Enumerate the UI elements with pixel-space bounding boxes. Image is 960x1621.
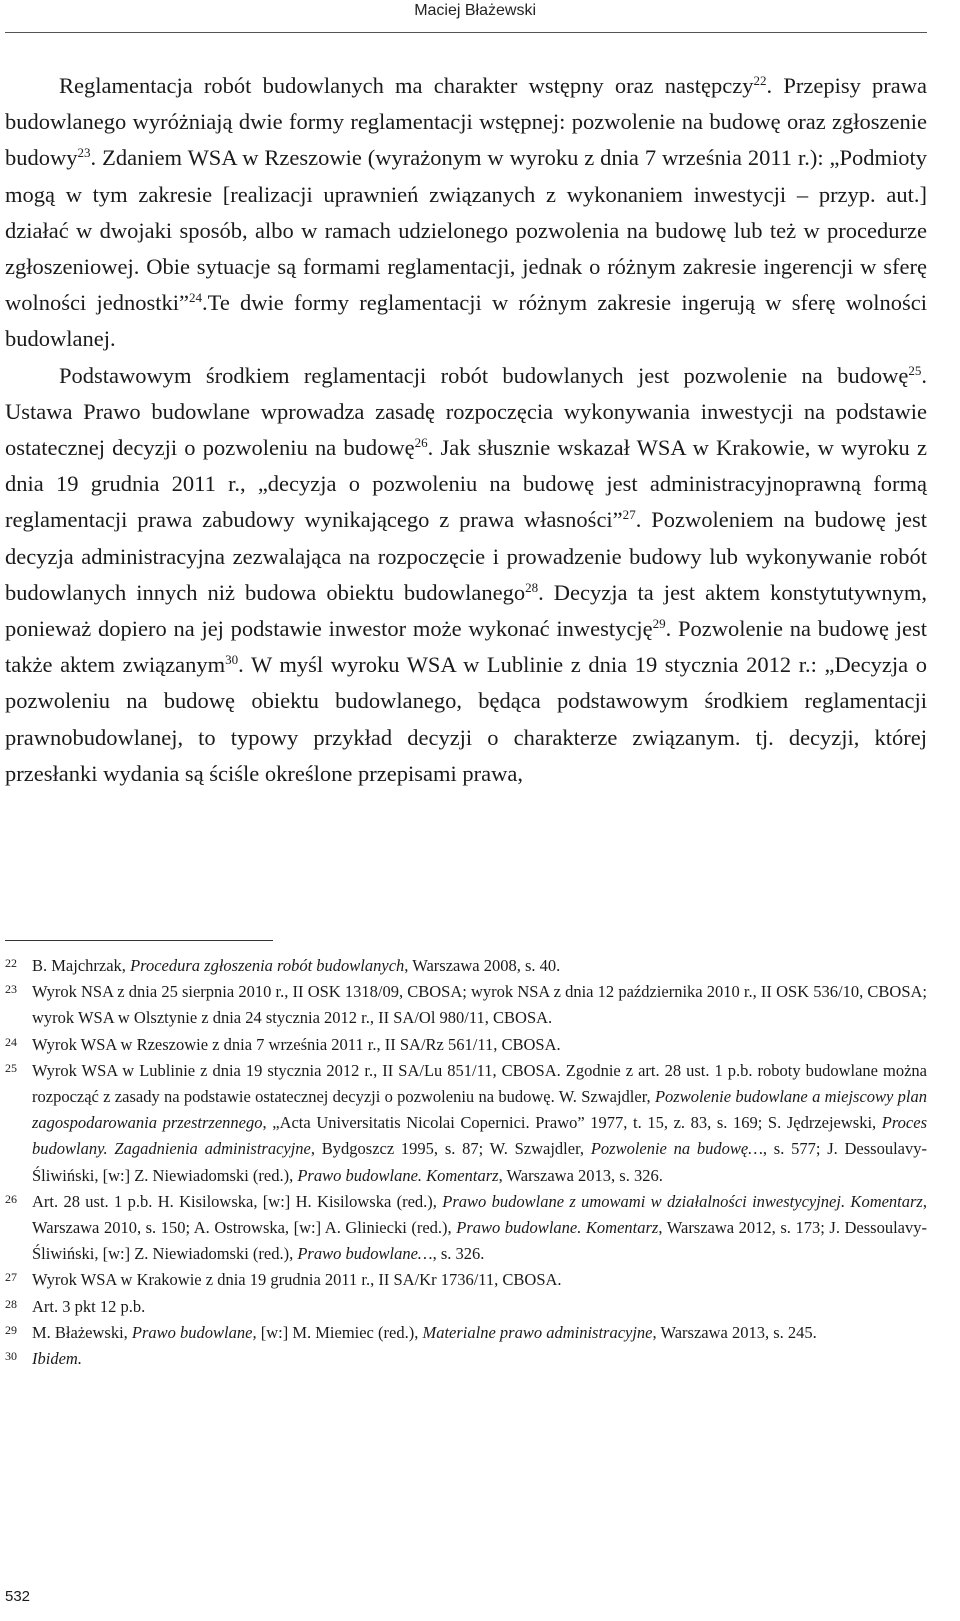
text-run: . Przepisy prawa budowlanego wyróżniają dwie formy reglamentacji wstępnej: pozwolenie na budowę oraz zgłoszenie budowy	[5, 73, 927, 171]
text-run: Wyrok WSA w Rzeszowie z dnia 7 września 2011 r., II SA/Rz 561/11, CBOSA.	[32, 1034, 561, 1054]
header-divider	[5, 32, 927, 33]
text-run: Wyrok WSA w Lublinie z dnia 19 stycznia 2012 r., II SA/Lu 851/11, CBOSA. Zgodnie z art. 28 ust. 1 p.b. roboty budowlane można rozpocząć z zasady na podstawie ostatecznej decyzji o pozwoleniu na budowę. W. Szwajdler,	[32, 1060, 927, 1107]
italic-title: Pozwolenie budowlane a miejscowy plan zagospodarowania przestrzennego	[32, 1087, 927, 1133]
footnote	[5, 1294, 927, 1320]
footnote-reference[interactable]: 24	[188, 290, 203, 306]
text-run: Wyrok NSA z dnia 25 sierpnia 2010 r., II OSK 1318/09, CBOSA; wyrok NSA z dnia 12 października 2010 r., II OSK 536/10, CBOSA; wyrok WSA w Olsztynie z dnia 24 stycznia 2012 r., II SA/Ol 980/11, CBOSA.	[32, 982, 927, 1028]
footnote-number: 22	[5, 956, 17, 970]
italic-title: Proces budowlany. Zagadnienia administracyjne	[32, 1113, 927, 1159]
footnote-number: 28	[5, 1296, 17, 1311]
italic-title: Prawo budowlane z umowami w działalności inwestycyjnej. Komentarz	[442, 1191, 923, 1211]
main-text	[5, 68, 927, 792]
text-run: . Pozwoleniem na budowę jest decyzja administracyjna zezwalająca na rozpoczęcie i prowadzenie budowy lub wykonywanie robót budowlanych innych niż budowa obiektu budowlanego	[5, 507, 927, 605]
footnote-number: 25	[5, 1060, 17, 1075]
italic-title: Procedura zgłoszenia robót budowlanych	[130, 956, 405, 975]
text-run: , Warszawa 2013, s. 326.	[498, 1165, 663, 1185]
italic-title: Prawo budowlane. Komentarz	[456, 1218, 659, 1238]
text-run: . Zdaniem WSA w Rzeszowie (wyrażonym w wyroku z dnia 7 września 2011 r.): „Podmioty mogą w tym zakresie [realizacji uprawnień związanych z wykonaniem inwestycji – przyp. aut.] działać w dwojaki sposób, albo w ramach udzielonego pozwolenia na budowę lub też w procedurze zgłoszeniowej. Obie sytuacje są formami reglamentacji, jednak o różnym zakresie ingerencji w sferę wolności jednostki”	[5, 145, 927, 316]
text-run: [w:] M. Miemiec (red.),	[256, 1322, 423, 1342]
italic-title: Prawo budowlane,	[131, 1322, 257, 1342]
italic-title: Prawo budowlane. Komentarz	[297, 1165, 499, 1185]
footnote-number: 24	[5, 1034, 17, 1049]
footnote	[5, 1189, 927, 1268]
footnote	[5, 1058, 927, 1189]
footnote-reference[interactable]: 29	[652, 615, 666, 631]
text-run: M. Błażewski,	[32, 1322, 132, 1342]
footnote-number: 27	[5, 1270, 17, 1285]
footnote	[5, 1320, 927, 1346]
text-run: Podstawowym środkiem reglamentacji robót budowlanych jest pozwolenie na budowę	[59, 362, 909, 388]
text-run: . W myśl wyroku WSA w Lublinie z dnia 19 stycznia 2012 r.: „Decyzja o pozwoleniu na budowę obiektu budowlanego, będąca podstawowym środkiem reglamentacji prawnobudowlanej, to typowy przykład decyzji o charakterze związanym. tj. decyzji, której przesłanki wydania są ściśle określone przepisami prawa,	[5, 652, 927, 786]
italic-title: Ibidem.	[32, 1349, 82, 1369]
footnote-number: 26	[5, 1191, 17, 1206]
italic-title: Pozwolenie na budowę…	[590, 1139, 763, 1159]
text-run: .Te dwie formy reglamentacji w różnym zakresie ingerują w sferę wolności budowlanej.	[5, 290, 928, 352]
footnote	[5, 1032, 927, 1058]
text-run: . Ustawa Prawo budowlane wprowadza zasadę rozpoczęcia wykonywania inwestycji na podstawie ostatecznej decyzji o pozwoleniu na budowę	[5, 362, 927, 461]
text-run: , s. 326.	[432, 1244, 485, 1264]
text-run: , „Acta Universitatis Nicolai Copernici. Prawo” 1977, t. 15, z. 83, s. 169; S. Jędrzejewski,	[262, 1113, 882, 1133]
footnote-reference[interactable]: 28	[525, 579, 539, 595]
footnote	[5, 1346, 927, 1372]
text-run: , Warszawa 2012, s. 173; J. Dessoulavy-Śliwiński, [w:] Z. Niewiadomski (red.),	[32, 1218, 927, 1264]
running-head-author: Maciej Błażewski	[414, 2, 536, 19]
page-number: 532	[5, 1588, 31, 1605]
text-run: Reglamentacja robót budowlanych ma charakter wstępny oraz następczy	[59, 73, 754, 98]
footnote	[5, 979, 927, 1031]
footnote-reference[interactable]: 22	[753, 72, 767, 88]
text-run: B. Majchrzak,	[32, 956, 131, 975]
body-paragraph	[5, 68, 927, 358]
text-run: . Decyzja ta jest aktem konstytutywnym, ponieważ dopiero na jej podstawie inwestor może wykonać inwestycję	[5, 579, 927, 642]
body-paragraph	[5, 358, 927, 792]
footnote-number: 23	[5, 982, 17, 997]
text-run: Art. 3 pkt 12 p.b.	[32, 1296, 146, 1316]
footnotes-section	[5, 953, 927, 1372]
text-run: Art. 28 ust. 1 p.b. H. Kisilowska, [w:] H. Kisilowska (red.),	[32, 1191, 443, 1211]
text-run: Wyrok WSA w Krakowie z dnia 19 grudnia 2011 r., II SA/Kr 1736/11, CBOSA.	[32, 1270, 562, 1290]
footnote-reference[interactable]: 30	[225, 652, 239, 668]
text-run: , s. 577; J. Dessoulavy-Śliwiński, [w:] Z. Niewiadomski (red.),	[32, 1139, 927, 1185]
footnote-number: 29	[5, 1322, 17, 1337]
footnote-separator	[5, 940, 273, 941]
footnote-reference[interactable]: 23	[77, 145, 91, 161]
footnote-number: 30	[5, 1349, 17, 1364]
footnote-reference[interactable]: 27	[622, 507, 636, 523]
text-run: , Bydgoszcz 1995, s. 87; W. Szwajdler,	[310, 1139, 591, 1159]
italic-title: Prawo budowlane…	[297, 1244, 433, 1264]
text-run: . Pozwolenie na budowę jest także aktem związanym	[5, 616, 927, 678]
footnote	[5, 1267, 927, 1293]
text-run: , Warszawa 2013, s. 245.	[652, 1322, 817, 1342]
italic-title: Materialne prawo administracyjne	[422, 1322, 653, 1342]
footnote-reference[interactable]: 26	[414, 434, 428, 450]
footnote	[5, 953, 927, 979]
text-run: , Warszawa 2008, s. 40.	[404, 956, 561, 975]
text-run: . Jak słusznie wskazał WSA w Krakowie, w wyroku z dnia 19 grudnia 2011 r., „decyzja o pozwoleniu na budowę jest administracyjnoprawną formą reglamentacji prawa zabudowy wynikającego z prawa własności”	[5, 435, 927, 533]
text-run: , Warszawa 2010, s. 150; A. Ostrowska, [w:] A. Gliniecki (red.),	[32, 1191, 927, 1238]
footnote-reference[interactable]: 25	[908, 362, 922, 378]
